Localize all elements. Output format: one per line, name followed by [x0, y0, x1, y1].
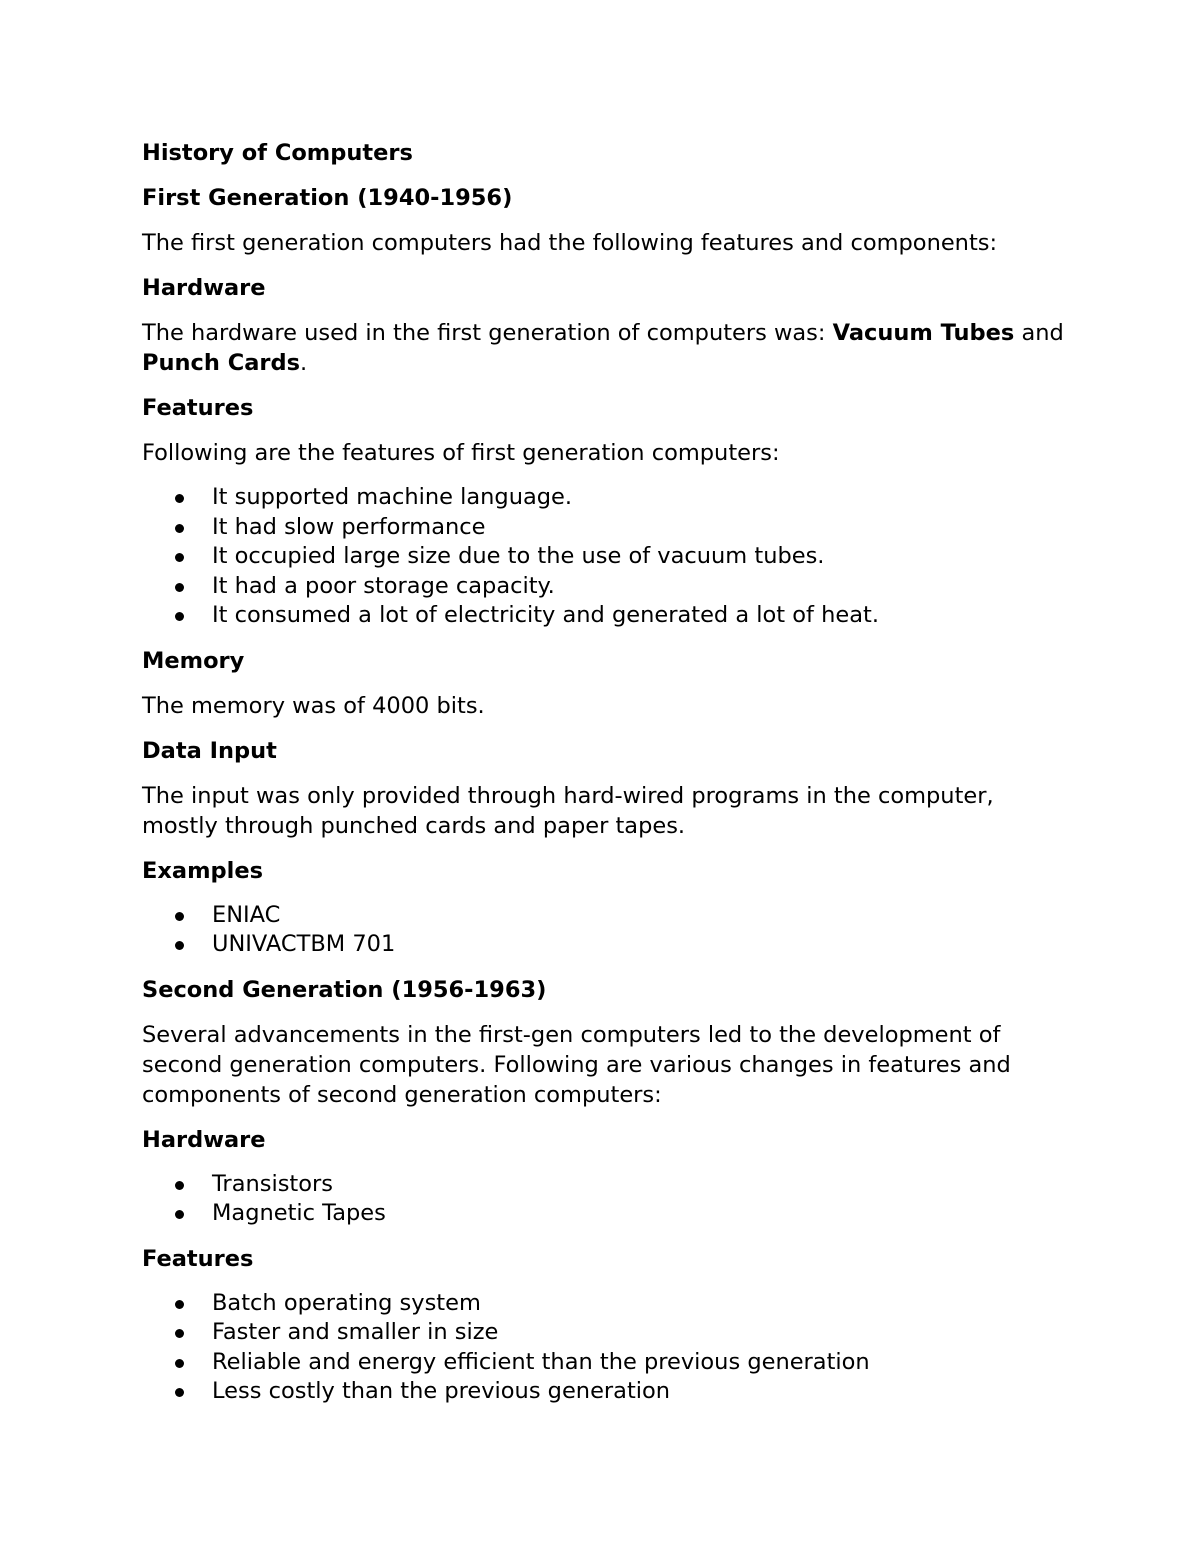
- bullet-icon: [175, 583, 184, 592]
- hardware-text-after: .: [300, 350, 308, 376]
- list-item: [142, 901, 1072, 931]
- list-item: [142, 572, 1072, 602]
- first-gen-features-intro: Following are the features of first generation computers:: [142, 440, 780, 466]
- list-item: [142, 1170, 1072, 1200]
- bullet-icon: [175, 1210, 184, 1219]
- second-gen-intro: Several advancements in the first-gen computers led to the development of second generation computers. Following are various changes in features and components of second generation computers:: [142, 1021, 1011, 1108]
- list-item-text: Reliable and energy efficient than the previous generation: [212, 1348, 870, 1375]
- list-item: [142, 601, 1072, 631]
- list-item: [142, 1199, 1072, 1229]
- document-page: [142, 138, 1072, 1422]
- first-gen-hardware-text: [142, 318, 1072, 378]
- bullet-icon: [175, 494, 184, 503]
- list-item: [142, 1348, 1072, 1378]
- bullet-icon: [175, 553, 184, 562]
- bullet-icon: [175, 1300, 184, 1309]
- second-gen-heading: Second Generation (1956-1963): [142, 976, 547, 1003]
- second-gen-features-list: [142, 1289, 1072, 1407]
- first-gen-hardware-heading: Hardware: [142, 275, 266, 301]
- first-gen-features-list: [142, 483, 1072, 631]
- list-item: [142, 542, 1072, 572]
- list-item-text: It had slow performance: [212, 513, 486, 540]
- bullet-icon: [175, 912, 184, 921]
- first-gen-examples-list: [142, 901, 1072, 960]
- hardware-item-punch-cards: Punch Cards: [142, 350, 301, 376]
- list-item-text: It consumed a lot of electricity and generated a lot of heat.: [212, 602, 879, 628]
- list-item-text: It occupied large size due to the use of vacuum tubes.: [212, 543, 825, 569]
- first-gen-memory-heading: Memory: [142, 647, 245, 674]
- bullet-icon: [175, 1359, 184, 1368]
- bullet-icon: [175, 1329, 184, 1338]
- list-item: [142, 1289, 1072, 1319]
- list-item: [142, 1318, 1072, 1348]
- second-gen-features-heading: Features: [142, 1245, 254, 1272]
- bullet-icon: [175, 524, 184, 533]
- second-gen-hardware-heading: Hardware: [142, 1126, 266, 1153]
- bullet-icon: [175, 1181, 184, 1190]
- hardware-item-vacuum-tubes: Vacuum Tubes: [832, 320, 1015, 346]
- first-gen-heading: First Generation (1940-1956): [142, 185, 513, 211]
- list-item-text: It had a poor storage capacity.: [212, 572, 555, 599]
- list-item-text: UNIVACTBM 701: [212, 931, 396, 957]
- first-gen-data-input-text: The input was only provided through hard-wired programs in the computer, mostly through punched cards and paper tapes.: [142, 782, 994, 839]
- first-gen-examples-heading: Examples: [142, 857, 263, 884]
- list-item: [142, 930, 1072, 960]
- list-item-text: Transistors: [212, 1170, 333, 1197]
- list-item-text: ENIAC: [212, 901, 281, 928]
- hardware-text-before: The hardware used in the first generation of computers was:: [142, 320, 833, 346]
- bullet-icon: [175, 612, 184, 621]
- list-item: [142, 483, 1072, 513]
- list-item-text: Faster and smaller in size: [212, 1319, 499, 1345]
- bullet-icon: [175, 941, 184, 950]
- second-gen-hardware-list: [142, 1170, 1072, 1229]
- list-item-text: Less costly than the previous generation: [212, 1378, 671, 1404]
- list-item-text: Magnetic Tapes: [212, 1200, 386, 1226]
- hardware-joiner: and: [1014, 320, 1064, 346]
- first-gen-data-input-heading: Data Input: [142, 737, 277, 764]
- first-gen-intro: The first generation computers had the following features and components:: [142, 230, 998, 256]
- list-item-text: Batch operating system: [212, 1289, 481, 1316]
- list-item: [142, 1377, 1072, 1407]
- document-title: History of Computers: [142, 140, 413, 166]
- first-gen-features-heading: Features: [142, 395, 254, 421]
- bullet-icon: [175, 1388, 184, 1397]
- first-gen-memory-text: The memory was of 4000 bits.: [142, 692, 485, 719]
- list-item-text: It supported machine language.: [212, 484, 573, 510]
- list-item: [142, 513, 1072, 543]
